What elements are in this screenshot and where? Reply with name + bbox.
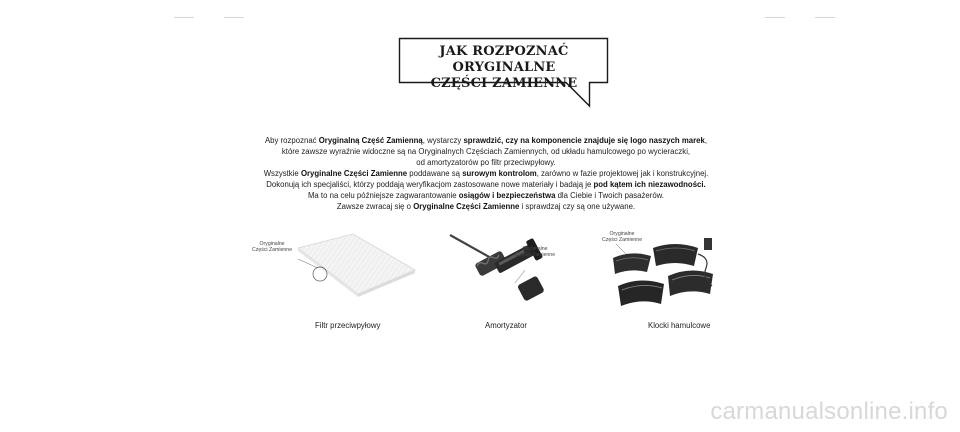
oem-callout: Oryginalne Części Zamienne xyxy=(252,241,293,254)
shock-absorber-illustration xyxy=(440,225,580,315)
intro-line: Zawsze zwracaj się o Oryginalne Części Zamienne i sprawdzaj czy są one używane. xyxy=(336,202,636,211)
product-cabin-filter xyxy=(240,220,420,338)
page-title xyxy=(404,44,604,92)
product-label-shock: Amortyzator xyxy=(485,321,528,330)
watermark: carmanualsonline.info xyxy=(710,398,948,425)
intro-line: Dokonują ich specjaliści, którzy poddają weryfikacjom zastosowane nowe materiały i badają je pod kątem ich niezawodności. xyxy=(266,180,706,189)
intro-line: od amortyzatorów po filtr przeciwpyłowy. xyxy=(416,158,556,167)
product-shock-absorber xyxy=(440,225,580,338)
speech-bubble-heading xyxy=(398,37,618,117)
title-line-2: CZĘŚCI ZAMIENNE xyxy=(430,76,578,91)
intro-paragraph xyxy=(236,135,736,212)
product-label-filter: Filtr przeciwpyłowy xyxy=(315,321,381,330)
crop-mark xyxy=(224,17,244,18)
product-brake-pads xyxy=(598,228,738,338)
oem-callout: Oryginalne Części Zamienne xyxy=(602,231,643,244)
oem-callout: Oryginalne Części Zamienne xyxy=(515,246,556,259)
product-label-brake: Klocki hamulcowe xyxy=(648,321,711,330)
crop-mark xyxy=(174,17,194,18)
brake-pads-illustration xyxy=(598,228,738,318)
intro-line: Aby rozpoznać Oryginalną Część Zamienną, wystarczy sprawdzić, czy na komponencie znajduje się logo naszych marek, xyxy=(264,136,707,145)
cabin-filter-illustration xyxy=(240,220,420,310)
crop-mark xyxy=(765,17,785,18)
intro-line: które zawsze wyraźnie widoczne są na Oryginalnych Częściach Zamiennych, od układu hamulcowego po wycieraczki, xyxy=(281,147,691,156)
intro-line: Wszystkie Oryginalne Części Zamienne poddawane są surowym kontrolom, zarówno w fazie projektowej jak i konstrukcyjnej. xyxy=(263,169,709,178)
intro-line: Ma to na celu późniejsze zagwarantowanie osiągów i bezpieczeństwa dla Ciebie i Twoich pasażerów. xyxy=(307,191,665,200)
title-line-1: JAK ROZPOZNAĆ ORYGINALNE xyxy=(439,44,569,75)
crop-mark xyxy=(815,17,835,18)
